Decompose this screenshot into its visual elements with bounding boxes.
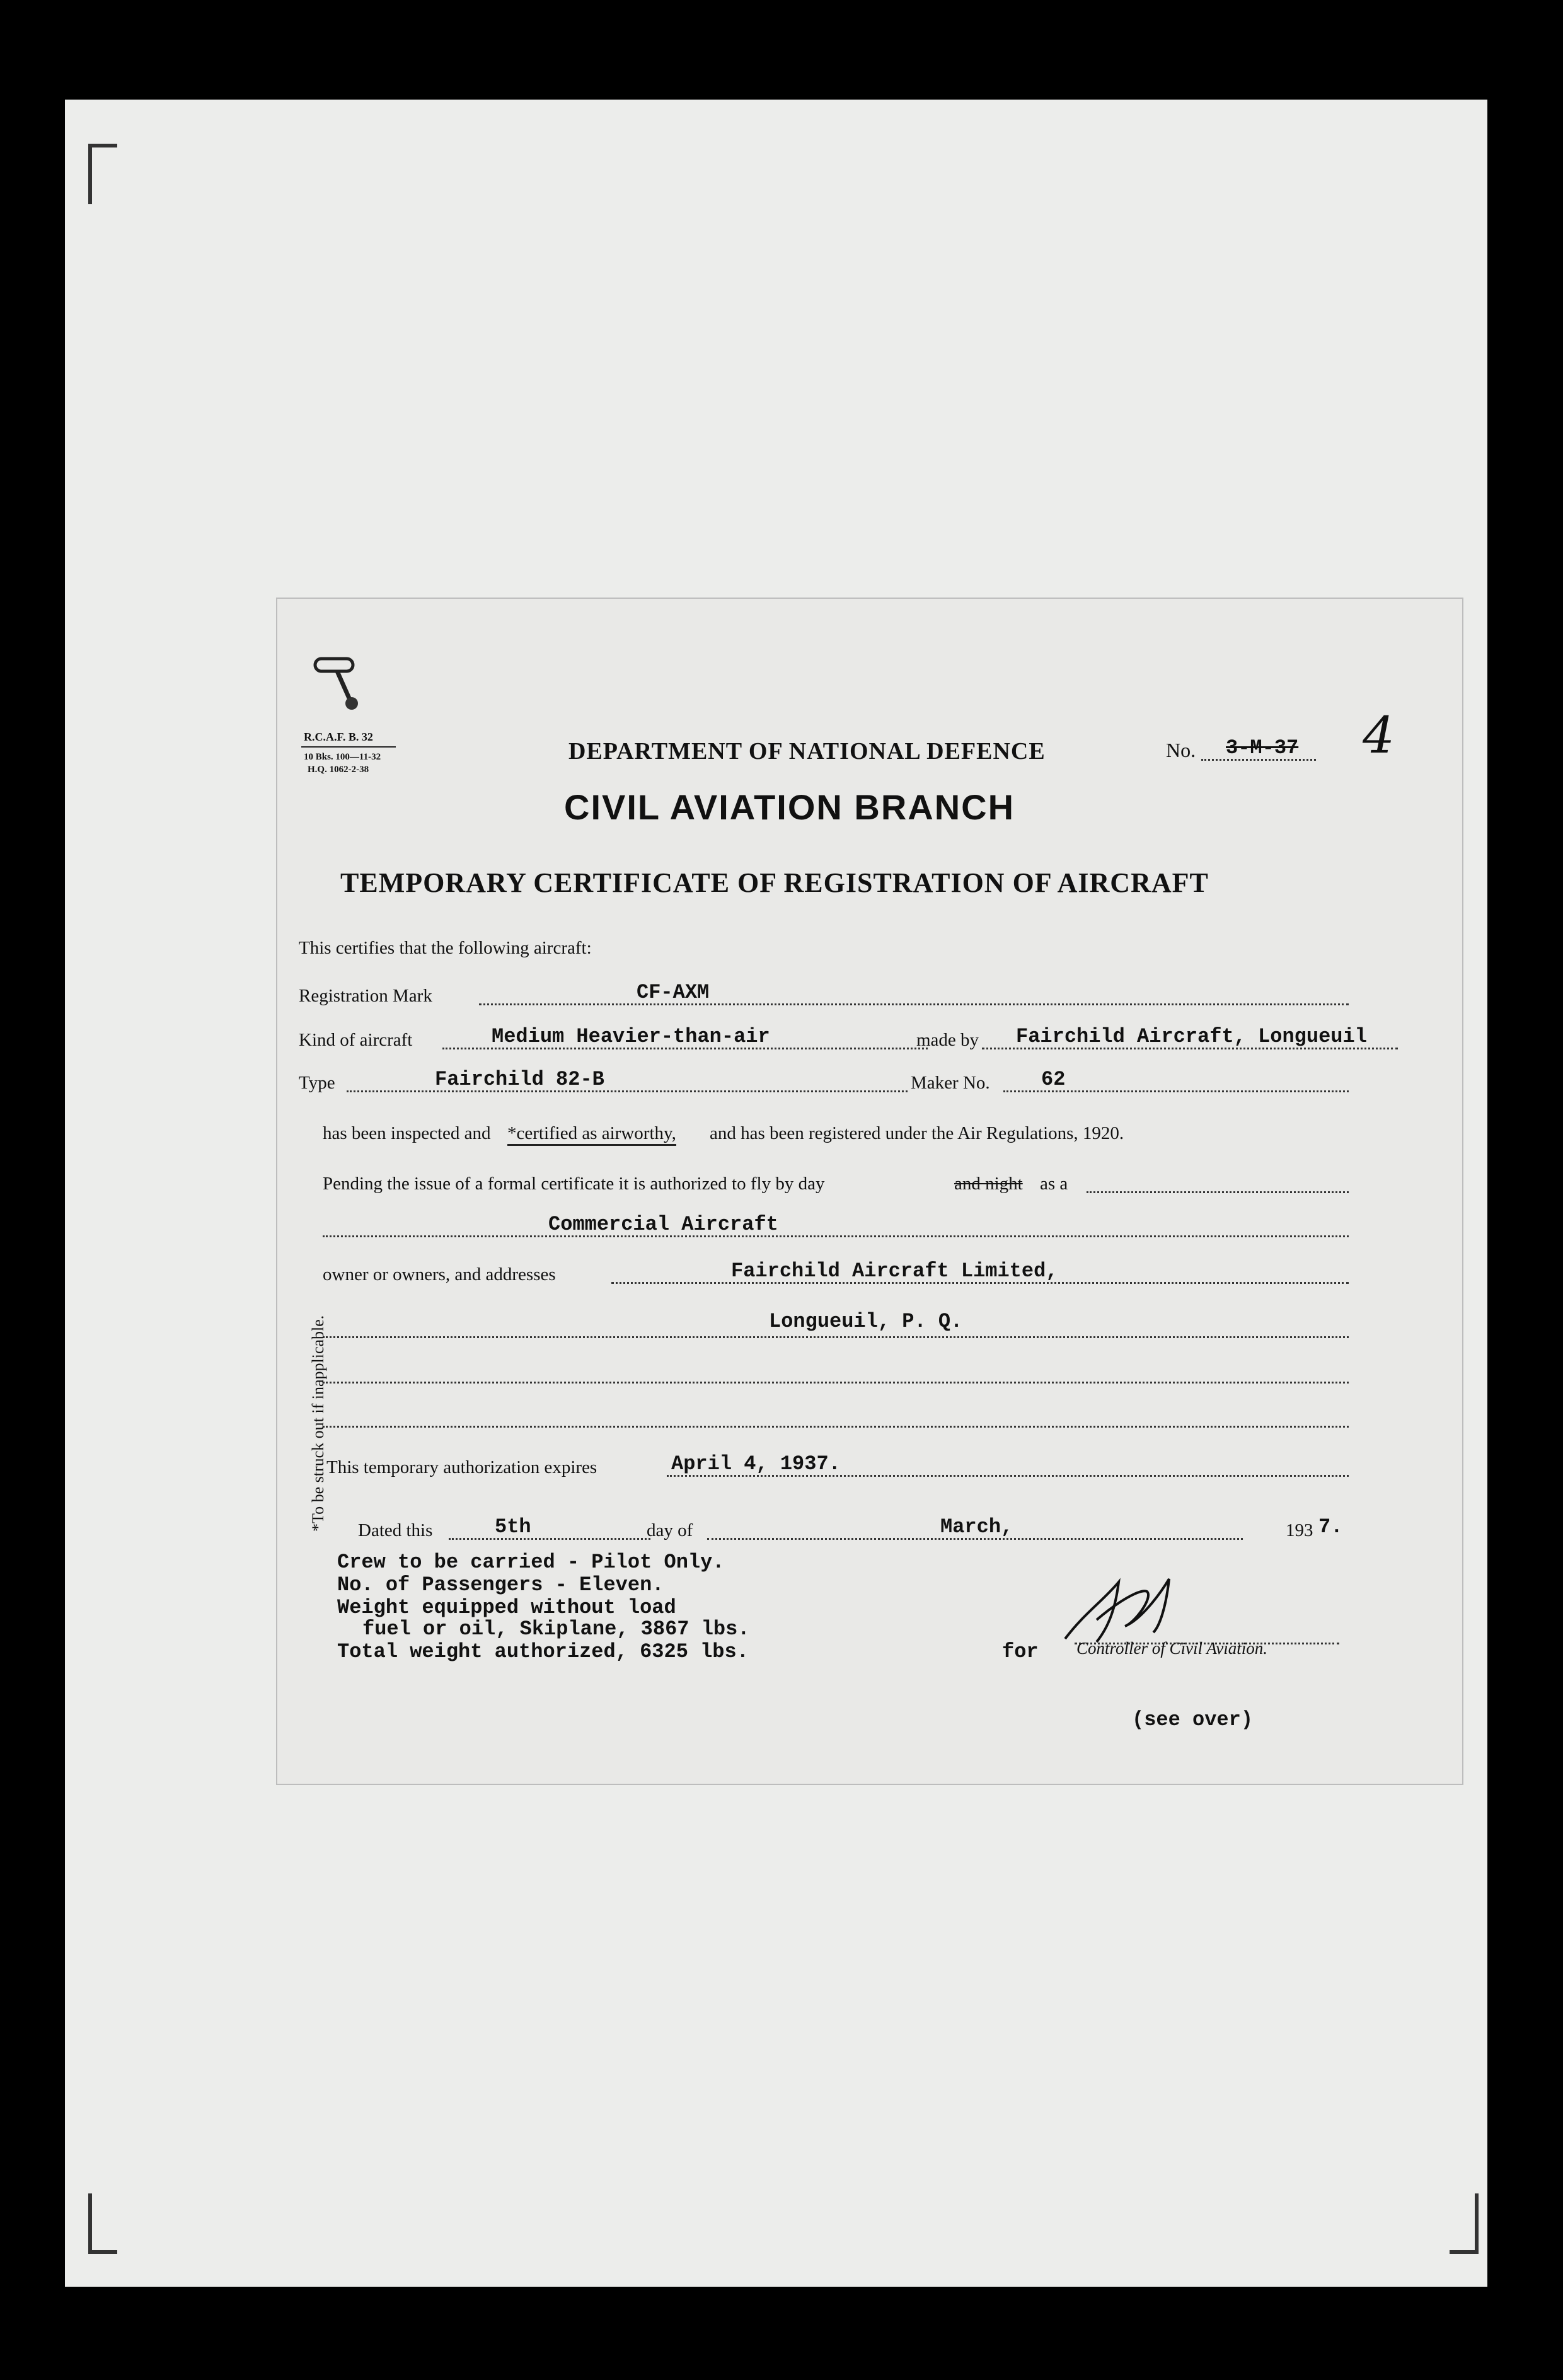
crop-mark-top-left xyxy=(88,144,117,204)
print-info-1: 10 Bks. 100—11-32 xyxy=(304,752,381,762)
made-by-label: made by xyxy=(916,1030,979,1050)
registration-mark-label: Registration Mark xyxy=(299,986,432,1006)
maker-no-value: 62 xyxy=(1041,1068,1066,1091)
branch-heading: CIVIL AVIATION BRANCH xyxy=(564,787,1015,827)
owner-line-3 xyxy=(323,1382,1349,1384)
day-of-label: day of xyxy=(647,1520,693,1540)
pending-text: Pending the issue of a formal certificate it is authorized to fly by day xyxy=(323,1174,825,1194)
owner-line-4 xyxy=(323,1426,1349,1428)
inspected-text-pre: has been inspected and xyxy=(323,1123,491,1143)
purpose-value: Commercial Aircraft xyxy=(548,1213,778,1236)
for-label: for xyxy=(1002,1640,1039,1663)
strike-note: *To be struck out if inapplicable. xyxy=(309,1315,327,1532)
year-prefix: 193 xyxy=(1286,1520,1313,1540)
certificate-document xyxy=(277,599,1462,1784)
purpose-line xyxy=(323,1235,1349,1237)
maker-no-label: Maker No. xyxy=(911,1073,990,1093)
note-skiplane: fuel or oil, Skiplane, 3867 lbs. xyxy=(362,1617,750,1641)
form-code-rule xyxy=(301,746,396,748)
made-by-value: Fairchild Aircraft, Longueuil xyxy=(1016,1025,1367,1048)
note-passengers: No. of Passengers - Eleven. xyxy=(337,1573,664,1597)
type-line xyxy=(347,1090,908,1092)
as-a-label: as a xyxy=(1040,1174,1068,1194)
department-heading: DEPARTMENT OF NATIONAL DEFENCE xyxy=(568,738,1046,765)
dated-label: Dated this xyxy=(358,1520,433,1540)
owner-label: owner or owners, and addresses xyxy=(323,1264,556,1285)
registration-mark-line xyxy=(479,1003,1349,1005)
type-label: Type xyxy=(299,1073,335,1093)
owner-value-1: Fairchild Aircraft Limited, xyxy=(731,1259,1058,1283)
note-total-weight: Total weight authorized, 6325 lbs. xyxy=(337,1640,749,1663)
dated-day: 5th xyxy=(495,1515,531,1539)
dated-day-line xyxy=(449,1538,650,1540)
note-weight-equipped: Weight equipped without load xyxy=(337,1596,676,1619)
note-crew: Crew to be carried - Pilot Only. xyxy=(337,1551,725,1574)
kind-label: Kind of aircraft xyxy=(299,1030,413,1050)
certified-airworthy: *certified as airworthy, xyxy=(507,1123,676,1146)
see-over: (see over) xyxy=(1132,1708,1254,1731)
and-night-struck: and night xyxy=(954,1174,1023,1194)
certificate-title: TEMPORARY CERTIFICATE OF REGISTRATION OF AIRCRAFT xyxy=(340,867,1209,898)
handwritten-number: 4 xyxy=(1363,706,1395,765)
number-label: No. xyxy=(1166,739,1196,761)
expires-value: April 4, 1937. xyxy=(671,1452,841,1476)
print-info-2: H.Q. 1062-2-38 xyxy=(308,765,369,775)
pending-line xyxy=(1087,1191,1349,1193)
inspected-text-post: and has been registered under the Air Regulations, 1920. xyxy=(710,1123,1124,1143)
form-code: R.C.A.F. B. 32 xyxy=(304,731,373,743)
year-suffix: 7. xyxy=(1318,1515,1343,1539)
crop-mark-bottom-right xyxy=(1450,2193,1479,2254)
intro-text: This certifies that the following aircraft: xyxy=(299,938,592,958)
controller-label: Controller of Civil Aviation. xyxy=(1076,1639,1268,1658)
dated-month: March, xyxy=(940,1515,1013,1539)
kind-value: Medium Heavier-than-air xyxy=(492,1025,770,1048)
expires-label: This temporary authorization expires xyxy=(326,1457,597,1477)
owner-line-2 xyxy=(323,1336,1349,1338)
paper-clip-icon xyxy=(309,649,366,719)
type-value: Fairchild 82-B xyxy=(435,1068,604,1091)
certificate-number: 3-M-37 xyxy=(1226,736,1299,760)
registration-mark-value: CF-AXM xyxy=(637,981,710,1004)
crop-mark-bottom-left xyxy=(88,2193,117,2254)
owner-value-2: Longueuil, P. Q. xyxy=(769,1310,963,1333)
